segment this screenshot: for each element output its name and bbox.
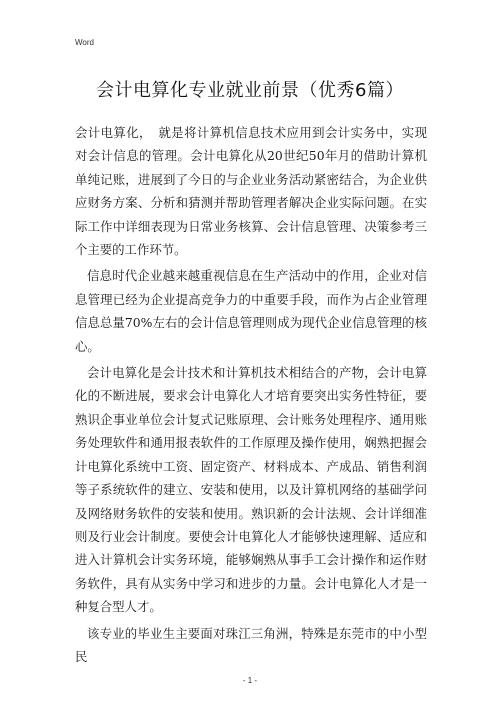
document-body bbox=[75, 121, 427, 671]
paragraph: 会计电算化， 就是将计算机信息技术应用到会计实务中，实现对会计信息的管理。会计电算化从20世纪50年月的借助计算机单纯记账，进展到了今日的与企业业务活动紧密结合，为企业供应财务方案、分析和猜测并帮助管理者解决企业实际问题。在实际工作中详细表现为日常业务核算、会计信息管理、决策参考三个主要的工作环节。 bbox=[75, 125, 427, 258]
header-label: Word bbox=[75, 38, 94, 47]
paragraph: 信息时代企业越来越重视信息在生产活动中的作用，企业对信息管理已经为企业提高竞争力的中重要手段，而作为占企业管理信息总量70%左右的会计信息管理则成为现代企业信息管理的核心。 bbox=[75, 268, 427, 354]
page-number: - 1 - bbox=[242, 676, 258, 685]
document-title: 会计电算化专业就业前景（优秀6篇） bbox=[96, 80, 404, 101]
paragraph: 该专业的毕业生主要面对珠江三角洲，特殊是东莞市的中小型民 bbox=[75, 625, 427, 664]
paragraph: 会计电算化是会计技术和计算机技术相结合的产物，会计电算化的不断进展，要求会计电算化人才培育要突出实务性特征，要熟识企事业单位会计复式记账原理、会计账务处理程序、通用账务处理软件和通用报表软件的工作原理及操作使用，娴熟把握会计电算化系统中工资、固定资产、材料成本、产成品、销售利润等子系统软件的建立、安装和使用，以及计算机网络的基础学问及网络财务软件的安装和使用。熟识新的会计法规、会计详细准则及行业会计制度。要使会计电算化人才能够快速理解、适应和进入计算机会计实务环境，能够娴熟从事手工会计操作和运作财务软件，具有从实务中学习和进步的力量。会计电算化人才是一种复合型人才。 bbox=[75, 365, 427, 615]
